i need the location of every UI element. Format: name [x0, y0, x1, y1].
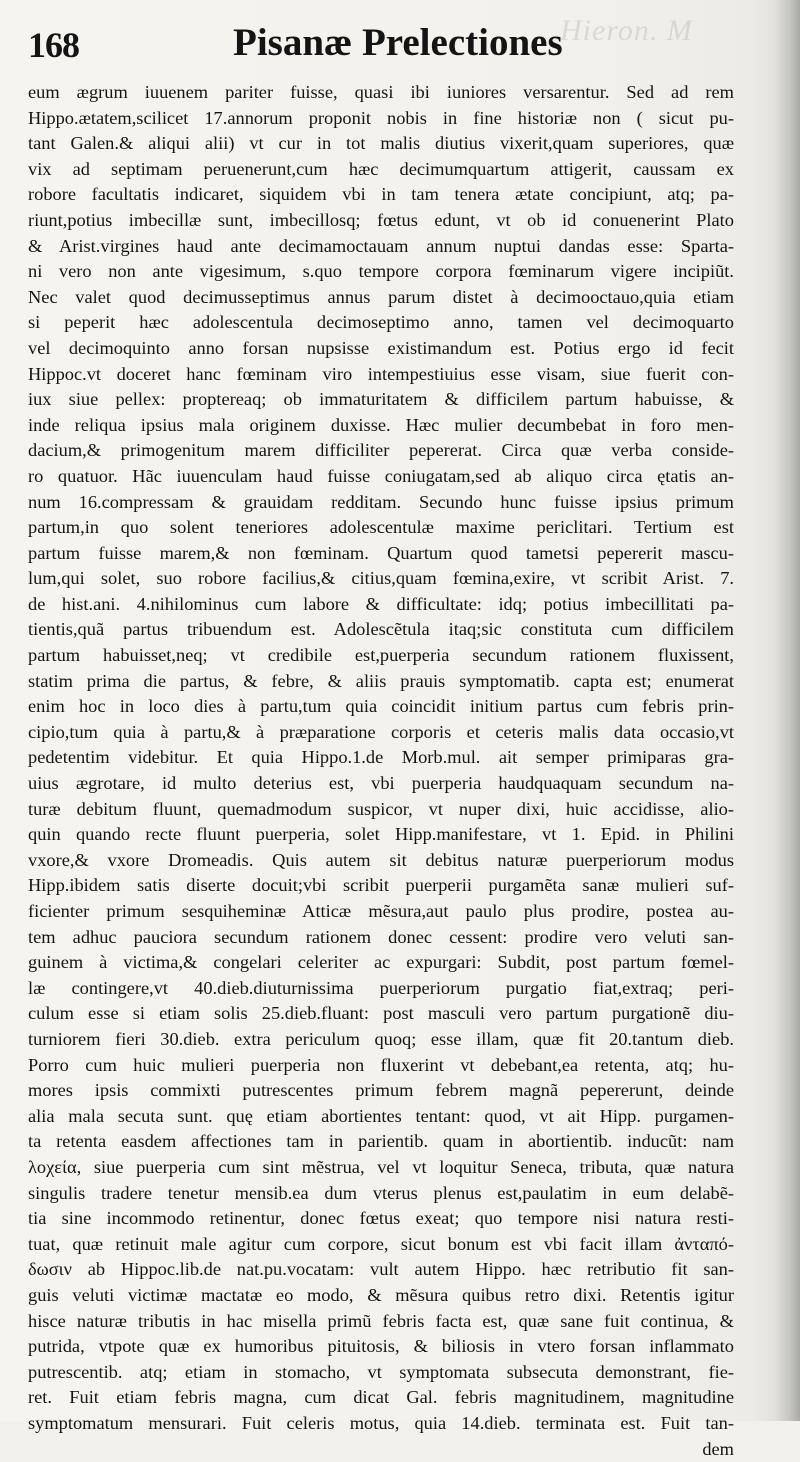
text-line: enim hoc in loco dies à partu,tum quia coincidit initium partus cum febris prin- — [28, 696, 734, 717]
text-line: & Arist.virgines haud ante decimamoctauam annum nuptui dandas esse: Sparta- — [28, 235, 734, 256]
text-line: symptomatum mensurari. Fuit celeris motus, quia 14.dieb. terminata est. Fuit tan- — [28, 1412, 734, 1433]
body-text — [28, 80, 734, 1462]
page-number: 168 — [28, 25, 79, 65]
text-line: guis veluti victimæ mactatæ eo modo, & mẽsura quibus retro dixi. Retentis igitur — [28, 1284, 734, 1305]
text-line: vix ad septimam peruenerunt,cum hæc decimumquartum attigerit, caussam ex — [28, 158, 734, 179]
text-line: vxore,& vxore Dromeadis. Quis autem sit debitus naturæ puerperiorum modus — [28, 849, 734, 870]
text-line: Hippo.ætatem,scilicet 17.annorum proponit nobis in fine historiæ non ( sicut pu- — [28, 107, 734, 128]
text-line: quin quando recte fluunt puerperia, solet Hipp.manifestare, vt 1. Epid. in Philini — [28, 824, 734, 845]
text-line: λοχεία, siue puerperia cum sint mẽstrua, vel vt loquitur Seneca, tributa, quæ natura — [28, 1156, 734, 1177]
catchword: dem — [702, 1439, 734, 1460]
text-line: δωσιν ab Hippoc.lib.de nat.pu.vocatam: vult autem Hippo. hæc retributio fit san- — [28, 1259, 734, 1280]
text-line: ni vero non ante vigesimum, s.quo tempore corpora fœminarum vigere incipiũt. — [28, 261, 734, 282]
text-line: Hippoc.vt doceret hanc fœminam viro intempestiuius esse visam, siue fuerit con- — [28, 363, 734, 384]
text-line: singulis tradere tenetur mensib.ea dum vterus plenus est,paulatim in eum delabẽ- — [28, 1182, 734, 1203]
text-line: culum esse si etiam solis 25.dieb.fluant: post masculi vero partum purgationẽ diu- — [28, 1003, 734, 1024]
text-line: Hipp.ibidem satis diserte docuit;vbi scribit puerperii purgamẽta sanæ mulieri suf- — [28, 875, 734, 896]
text-line: statim prima die partus, & febre, & aliis prauis symptomatib. capta est; enumerat — [28, 670, 734, 691]
gutter-shadow — [774, 0, 800, 1421]
text-line: de hist.ani. 4.nihilominus cum labore & difficultate: idq; potius imbecillitati pa- — [28, 593, 734, 614]
text-line: mores ipsis commixti putrescentes primum febrem magnã pepererunt, deinde — [28, 1080, 734, 1101]
text-line: lum,qui solet, suo robore facilius,& citius,quam fœmina,exire, vt scribit Arist. 7. — [28, 568, 734, 589]
text-line: ro quatuor. Hãc iuuenculam haud fuisse coniugatam,sed ab aliquo circa ętatis an- — [28, 465, 734, 486]
text-line: alia mala secuta sunt. quę etiam abortientes tentant: quod, vt ait Hipp. purgamen- — [28, 1105, 734, 1126]
text-line: inde reliqua ipsius mala originem duxisse. Hæc mulier decumbebat in foro men- — [28, 414, 734, 435]
text-line: partum fuisse marem,& non fœminam. Quartum quod tametsi pepererit mascu- — [28, 542, 734, 563]
text-line: ficienter primum sesquiheminæ Atticæ mẽsura,aut paulo plus prodire, postea au- — [28, 901, 734, 921]
bleed-through-text: Hieron. M — [560, 14, 693, 47]
text-line: putrescentib. atq; etiam in stomacho, vt symptomata subsecuta demonstrant, fie- — [28, 1361, 734, 1382]
text-line: Porro cum huic mulieri puerperia non fluxerint vt debebant,ea retenta, atq; hu- — [28, 1054, 734, 1075]
text-line: iux siue pellex: proptereaq; ob immaturitatem & difficilem partum habuisse, & — [28, 389, 734, 410]
text-line: Nec valet quod decimusseptimus annus parum distet à decimooctauo,quia etiam — [28, 286, 734, 307]
text-line: tem adhuc pauciora secundum rationem donec cessent: prodire vero veluti san- — [28, 926, 734, 947]
text-line: vel decimoquinto anno forsan nupsisse existimandum est. Potius ergo id fecit — [28, 337, 734, 358]
text-line: cipio,tum quia à partu,& à præparatione corporis et ceteris malis data occasio,vt — [28, 721, 734, 742]
text-line: turniorem fieri 30.dieb. extra periculum quoq; esse illam, quæ fit 20.tantum dieb. — [28, 1028, 734, 1049]
text-line: hisce naturæ tributis in hac misella primũ febris facta est, quæ sane fuit continua, & — [28, 1310, 734, 1331]
text-line: tia sine incommodo retinentur, donec fœtus exeat; quo tempore nisi natura resti- — [28, 1208, 734, 1229]
text-line: eum ægrum iuuenem pariter fuisse, quasi ibi iuniores versarentur. Sed ad rem — [28, 82, 734, 102]
text-line: robore facultatis indicaret, siquidem vbi in tam tenera ætate concipiunt, atq; pa- — [28, 184, 734, 205]
running-head: Pisanæ Prelectiones — [233, 21, 563, 64]
text-line: dacium,& primogenitum marem difficiliter pepererat. Circa quæ verba conside- — [28, 440, 734, 461]
text-line: tuat, quæ retinuit male agitur cum corpore, sicut bonum est vbi facit illam ἀνταπό- — [28, 1233, 734, 1254]
page-header — [28, 20, 768, 76]
text-line: putrida, vtpote quæ ex humoribus pituitosis, & biliosis in vtero forsan inflammato — [28, 1336, 734, 1357]
text-line: tientis,quã partus tribuendum est. Adolescẽtula itaq;sic constituta cum difficilem — [28, 619, 734, 640]
text-line: riunt,potius imbecillæ sunt, imbecillosq; fœtus edunt, vt ob id conuenerint Plato — [28, 209, 734, 230]
text-line: tant Galen.& aliqui alii) vt cur in tot malis diutius vixerit,quam superiores, quæ — [28, 133, 734, 154]
text-line: partum,in quo solent teneriores adolescentulæ maxime periclitari. Tertium est — [28, 517, 734, 538]
text-line: ret. Fuit etiam febris magna, cum dicat Gal. febris magnitudinem, magnitudine — [28, 1387, 734, 1408]
text-line: partum habuisset,neq; vt credibile est,puerperia secundum rationem fluxissent, — [28, 645, 734, 666]
text-line: si peperit hæc adolescentula decimoseptimo anno, tamen vel decimoquarto — [28, 312, 734, 333]
text-line: turæ debitum fluunt, quemadmodum suspicor, vt nuper dixi, huic accidisse, alio- — [28, 798, 734, 819]
text-line: uius ægrotare, id multo deterius est, vbi puerperia haudquaquam secundum na- — [28, 773, 734, 794]
text-line: num 16.compressam & grauidam redditam. Secundo hunc fuisse ipsius primum — [28, 491, 734, 512]
text-line: læ contingere,vt 40.dieb.diuturnissima puerperiorum purgatio fiat,extraq; peri- — [28, 977, 734, 998]
text-line: ta retenta easdem affectiones tam in parientib. quam in abortientib. inducũt: nam — [28, 1131, 734, 1152]
text-line: pedetentim videbitur. Et quia Hippo.1.de Morb.mul. ait semper primiparas gra- — [28, 747, 734, 768]
text-line: guinem à victima,& congelari celeriter ac expurgari: Subdit, post partum fœmel- — [28, 952, 734, 973]
